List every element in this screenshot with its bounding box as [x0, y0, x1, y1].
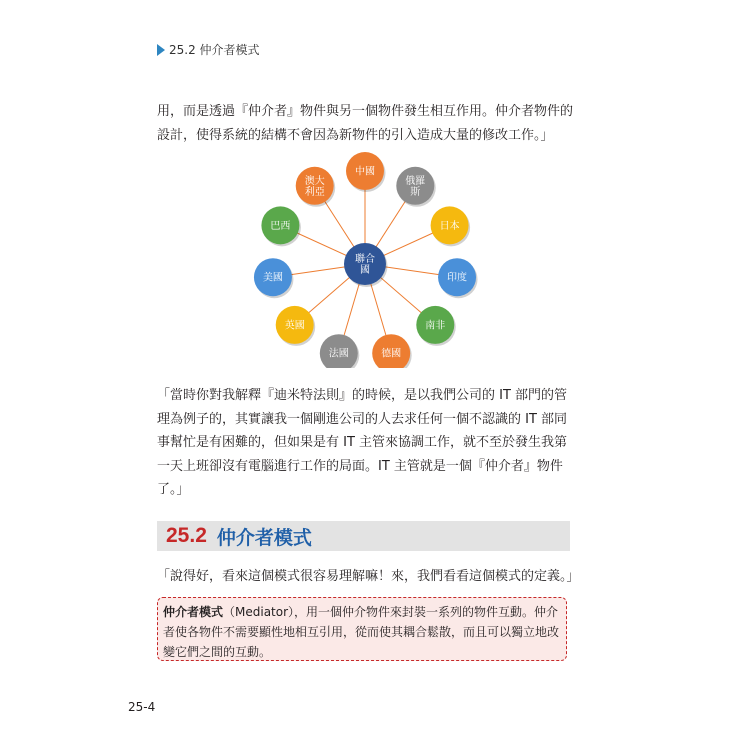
- country-node: [320, 334, 360, 368]
- header-section-label: 25.2 仲介者模式: [169, 43, 260, 57]
- node-label: 斯: [410, 186, 421, 198]
- node-label: 美國: [262, 272, 283, 284]
- node-label: 印度: [447, 272, 468, 284]
- section-number: 25.2: [166, 524, 207, 547]
- paragraph-intro: 用，而是透過『仲介者』物件與另一個物件發生相互作用。仲介者物件的設計，使得系統的結構不會因為新物件的引入造成大量的修改工作。」: [157, 104, 574, 143]
- node-label: 英國: [284, 320, 305, 332]
- section-title: 仲介者模式: [216, 526, 312, 549]
- country-node: [372, 334, 412, 368]
- country-node: [254, 258, 293, 298]
- node-label: 聯合: [355, 254, 375, 265]
- diagram-canvas: [250, 152, 480, 368]
- node-label: 法國: [328, 348, 349, 360]
- center-node-un: [344, 243, 388, 287]
- running-header: [157, 41, 260, 58]
- section-heading: [157, 521, 570, 551]
- definition-text: ，用一個仲介物件來封裝一系列的物件互動。仲介者使各物件不需要顯性地相互引用，從而使其耦合鬆散，而且可以獨立地改變它們之間的互動。: [163, 605, 560, 659]
- country-node: [416, 306, 456, 346]
- mediator-diagram: [250, 152, 480, 368]
- node-label: 國: [360, 265, 370, 276]
- country-node: [438, 258, 478, 298]
- country-node: [296, 167, 336, 207]
- country-node: [346, 152, 386, 192]
- node-label: 俄羅: [405, 175, 426, 187]
- paragraph-transition: 「說得好，看來這個模式很容易理解嘛！來，我們看看這個模式的定義。」: [157, 569, 580, 584]
- node-label: 德國: [381, 348, 402, 360]
- node-label: 澳大: [304, 175, 325, 187]
- node-label: 中國: [355, 166, 375, 178]
- node-label: 南非: [425, 320, 446, 332]
- country-node: [396, 167, 436, 207]
- definition-term: 仲介者模式: [163, 605, 224, 619]
- definition-english: （Mediator）: [223, 605, 295, 619]
- country-node: [261, 206, 301, 246]
- definition-box: [157, 597, 567, 661]
- paragraph-discussion: 「當時你對我解釋『迪米特法則』的時候，是以我們公司的 IT 部門的管理為例子的，其實讓我一個剛進公司的人去求任何一個不認識的 IT 部同事幫忙是有困難的，但如果是有 IT 主管來協調工作，就不至於發生我第一天上班卻沒有電腦進行工作的局面。IT 主管就是一個『仲介者』物件了。」: [157, 388, 568, 497]
- node-label: 日本: [439, 220, 460, 232]
- node-label: 利亞: [304, 186, 325, 198]
- node-label: 巴西: [270, 220, 291, 232]
- triangle-marker-icon: [157, 44, 165, 56]
- page-number: 25-4: [128, 700, 156, 714]
- country-node: [431, 206, 471, 246]
